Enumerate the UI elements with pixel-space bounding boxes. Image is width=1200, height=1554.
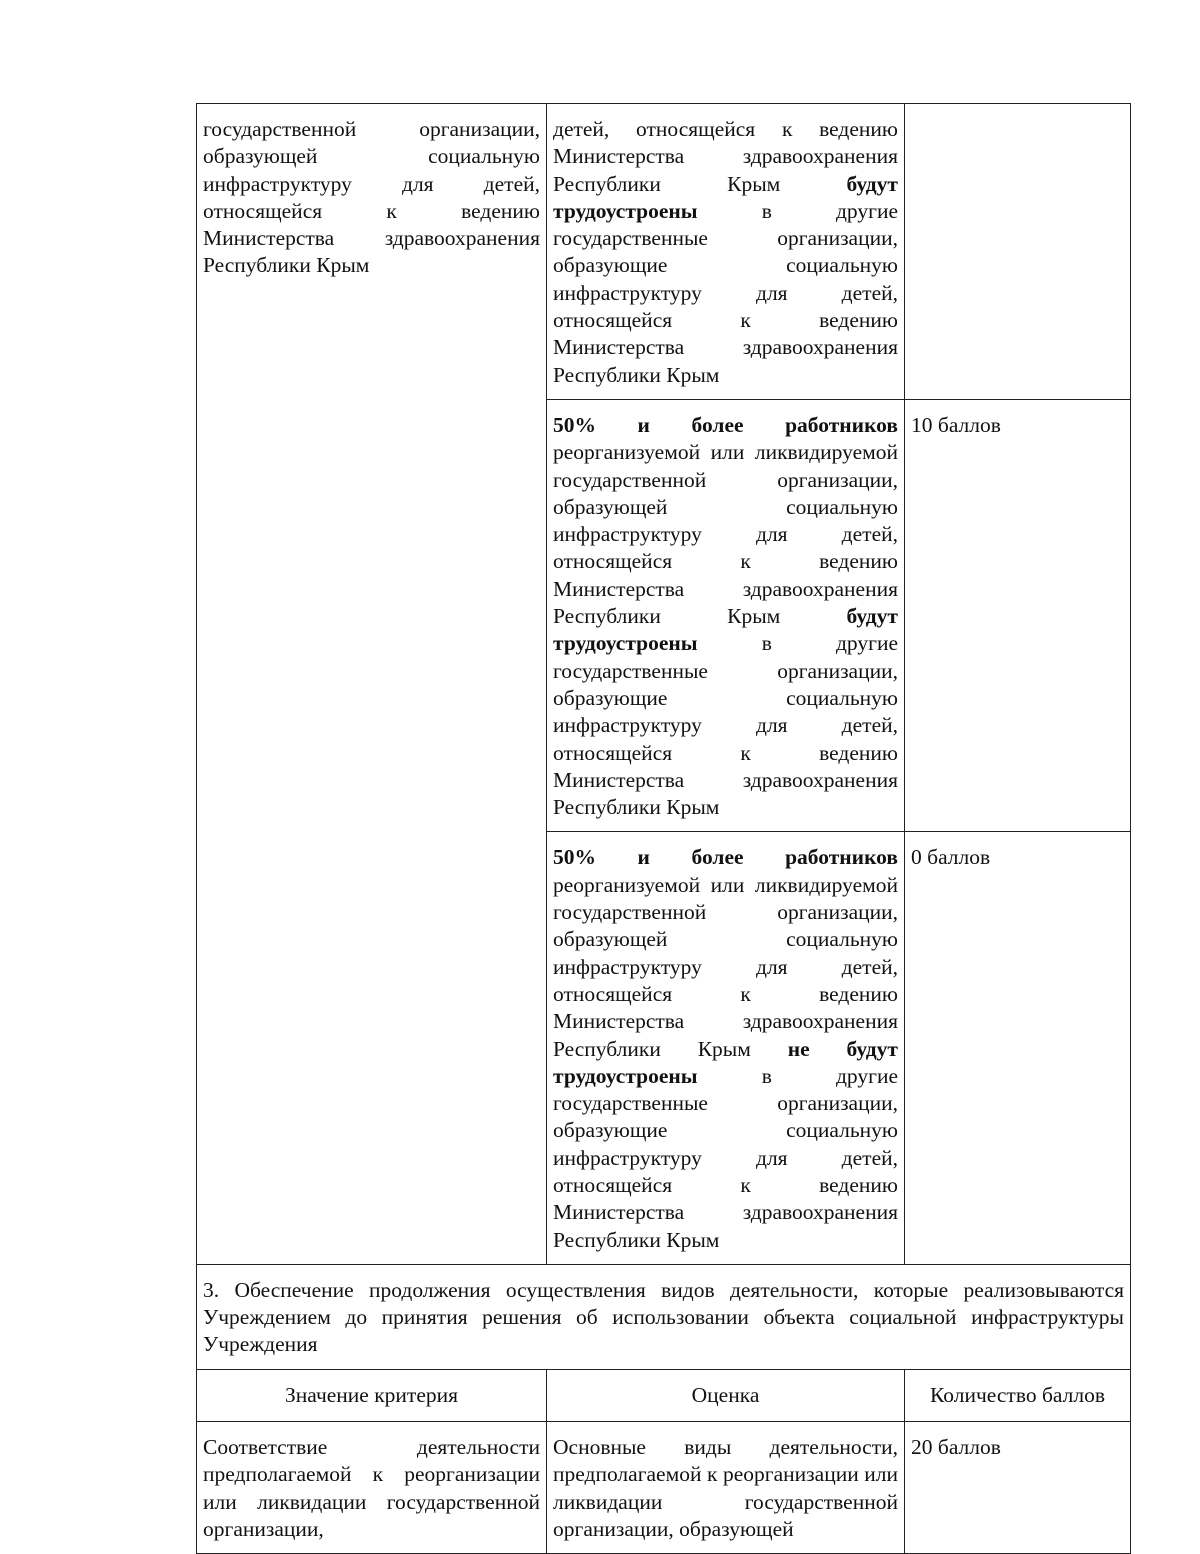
score-cell: 0 баллов (905, 832, 1131, 1264)
evaluation-cell: 50% и более работников реорганизуемой или ликвидируемой государственной организации, образующей социальную инфраструктуру для детей, относящейся к ведению Министерства здравоохранения Республики Крым будут трудоустроены в другие государственные организации, образующие социальную инфраструктуру для детей, относящейся к ведению Министерства здравоохранения Республики Крым (547, 399, 905, 831)
evaluation-cell: 50% и более работников реорганизуемой или ликвидируемой государственной организации, образующей социальную инфраструктуру для детей, относящейся к ведению Министерства здравоохранения Республики Крым не будут трудоустроены в другие государственные организации, образующие социальную инфраструктуру для детей, относящейся к ведению Министерства здравоохранения Республики Крым (547, 832, 905, 1264)
criteria-table (196, 103, 1131, 1554)
table-row (197, 104, 1131, 400)
section-title: 3. Обеспечение продолжения осуществления видов деятельности, которые реализовываются Учреждением до принятия решения об использовании объекта социальной инфраструктуры Учреждения (197, 1264, 1131, 1369)
table-row (197, 1422, 1131, 1554)
header-criterion: Значение критерия (197, 1369, 547, 1421)
header-evaluation: Оценка (547, 1369, 905, 1421)
criterion-cell: государственной организации, образующей социальную инфраструктуру для детей, относящейся к ведению Министерства здравоохранения Республики Крым (197, 104, 547, 1265)
evaluation-cell: детей, относящейся к ведению Министерства здравоохранения Республики Крым будут трудоустроены в другие государственные организации, образующие социальную инфраструктуру для детей, относящейся к ведению Министерства здравоохранения Республики Крым (547, 104, 905, 400)
score-cell (905, 104, 1131, 400)
table-header-row (197, 1369, 1131, 1421)
score-cell: 10 баллов (905, 399, 1131, 831)
score-cell: 20 баллов (905, 1422, 1131, 1554)
header-score: Количество баллов (905, 1369, 1131, 1421)
section-title-row (197, 1264, 1131, 1369)
criterion-cell: Соответствие деятельности предполагаемой к реорганизации или ликвидации государственной организации, (197, 1422, 547, 1554)
evaluation-cell: Основные виды деятельности, предполагаемой к реорганизации или ликвидации государственной организации, образующей (547, 1422, 905, 1554)
